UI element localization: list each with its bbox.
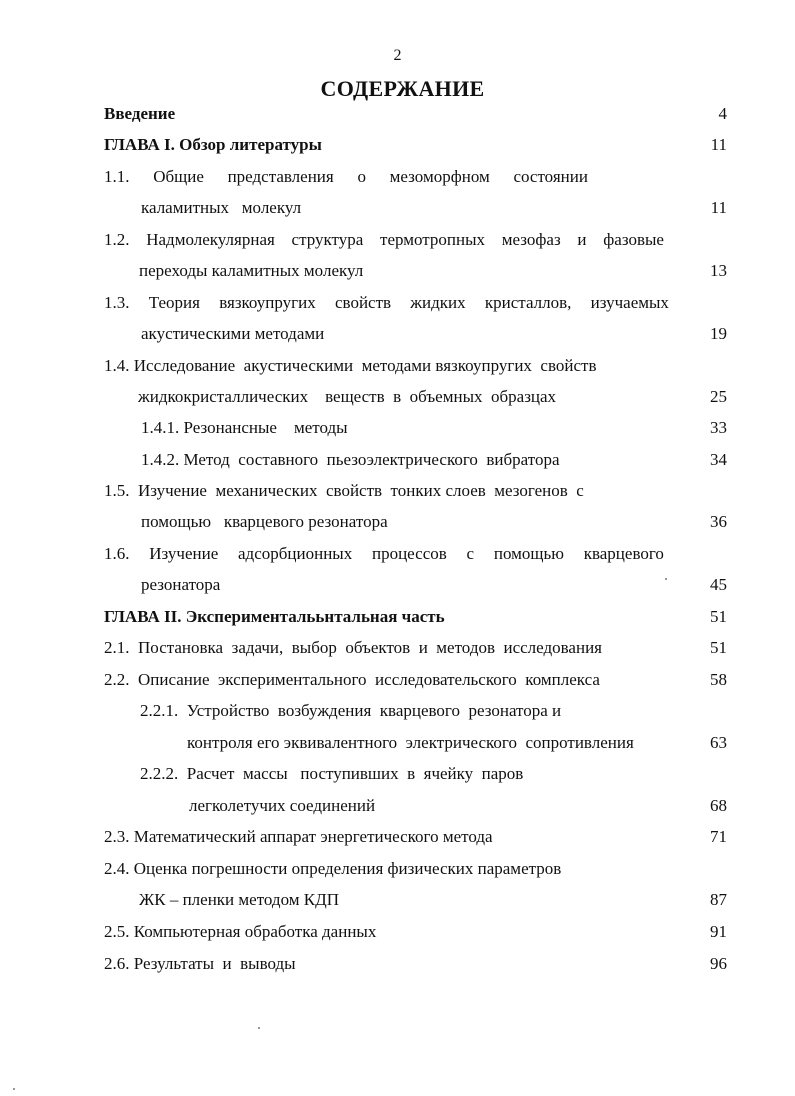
scan-speck xyxy=(13,1088,15,1090)
toc-entry-chapter-1: ГЛАВА I. Обзор литературы xyxy=(104,135,322,154)
toc-entry-1-5-line2: помощью кварцевого резонатора xyxy=(141,512,388,531)
toc-entry-1-1-line2: каламитных молекул xyxy=(141,198,302,217)
toc-page-1-6: 45 xyxy=(710,575,727,594)
page-number: 2 xyxy=(393,47,402,64)
toc-entry-1-6-line2: резонатора xyxy=(141,575,221,594)
toc-word: жидких xyxy=(410,293,466,312)
toc-page-2-3: 71 xyxy=(710,827,727,846)
toc-entry-2-2-2-line1: 2.2.2. Расчет массы поступивших в ячейку паров xyxy=(140,764,524,783)
toc-page-1-1: 11 xyxy=(710,198,727,217)
toc-word: свойств xyxy=(334,293,392,312)
toc-entry-1-4-line2: жидкокристаллических веществ в объемных образцах xyxy=(138,387,557,406)
toc-entry-1-6-line1 xyxy=(104,543,664,565)
toc-page-2-1: 51 xyxy=(710,638,727,657)
toc-page-2-2-1: 63 xyxy=(710,733,727,752)
toc-page-2-5: 91 xyxy=(710,922,727,941)
toc-word: 1.2. xyxy=(104,230,130,249)
toc-page-chapter-1: 11 xyxy=(710,135,727,154)
toc-entry-2-2-2-line2: легколетучих соединений xyxy=(189,796,376,815)
toc-word: 1.1. xyxy=(104,167,130,186)
toc-word: и xyxy=(577,230,587,249)
toc-entry-1-2-line1 xyxy=(104,229,664,251)
toc-word: адсорбционных xyxy=(238,544,353,563)
toc-word: Теория xyxy=(148,293,200,312)
toc-page-1-4-2: 34 xyxy=(710,450,727,469)
toc-word: мезоморфном xyxy=(389,167,490,186)
toc-word: с xyxy=(466,544,475,563)
scan-speck xyxy=(665,578,667,580)
toc-entry-2-3: 2.3. Математический аппарат энергетического метода xyxy=(104,827,493,846)
toc-entry-1-5-line1: 1.5. Изучение механических свойств тонких слоев мезогенов с xyxy=(104,481,584,500)
toc-word: структура xyxy=(291,230,364,249)
toc-entry-chapter-2: ГЛАВА II. Эксперименталььнтальная часть xyxy=(104,607,445,626)
page-title: СОДЕРЖАНИЕ xyxy=(320,76,485,101)
toc-entry-1-2-line2: переходы каламитных молекул xyxy=(139,261,364,280)
toc-entry-2-6: 2.6. Результаты и выводы xyxy=(104,954,296,973)
toc-word: о xyxy=(357,167,366,186)
toc-word: состоянии xyxy=(513,167,588,186)
toc-entry-1-3-line1 xyxy=(104,292,669,314)
toc-word: Изучение xyxy=(149,544,219,563)
toc-page-1-3: 19 xyxy=(710,324,727,343)
toc-page-2-6: 96 xyxy=(710,954,727,973)
toc-page-1-5: 36 xyxy=(710,512,727,531)
toc-entry-introduction: Введение xyxy=(104,104,176,123)
toc-word: 1.3. xyxy=(104,293,130,312)
toc-entry-2-1: 2.1. Постановка задачи, выбор объектов и методов исследования xyxy=(104,638,602,657)
toc-page-2-2-2: 68 xyxy=(710,796,727,815)
toc-page-introduction: 4 xyxy=(718,104,727,123)
toc-entry-1-4-line1: 1.4. Исследование акустическими методами вязкоупругих свойств xyxy=(104,356,597,375)
toc-word: 1.6. xyxy=(104,544,130,563)
toc-entry-1-4-1: 1.4.1. Резонансные методы xyxy=(141,418,348,437)
toc-page-1-2: 13 xyxy=(710,261,727,280)
toc-word: процессов xyxy=(371,544,447,563)
toc-word: фазовые xyxy=(603,230,664,249)
toc-entry-2-4-line2: ЖК – пленки методом КДП xyxy=(139,890,339,909)
toc-page-chapter-2: 51 xyxy=(710,607,727,626)
toc-entry-1-1-line1 xyxy=(104,166,588,188)
toc-word: мезофаз xyxy=(501,230,561,249)
toc-entry-2-5: 2.5. Компьютерная обработка данных xyxy=(104,922,377,941)
toc-word: кварцевого xyxy=(583,544,664,563)
toc-word: кристаллов, xyxy=(484,293,572,312)
toc-word: изучаемых xyxy=(590,293,669,312)
toc-word: представления xyxy=(227,167,334,186)
toc-page-1-4: 25 xyxy=(710,387,727,406)
toc-word: Надмолекулярная xyxy=(146,230,275,249)
toc-entry-1-4-2: 1.4.2. Метод составного пьезоэлектрического вибратора xyxy=(141,450,560,469)
toc-entry-2-2-1-line2: контроля его эквивалентного электрического сопротивления xyxy=(187,733,634,752)
toc-word: вязкоупругих xyxy=(219,293,316,312)
toc-page-2-4: 87 xyxy=(710,890,727,909)
toc-page-1-4-1: 33 xyxy=(710,418,727,437)
toc-word: помощью xyxy=(493,544,564,563)
toc-word: термотропных xyxy=(380,230,486,249)
toc-entry-2-4-line1: 2.4. Оценка погрешности определения физических параметров xyxy=(104,859,562,878)
toc-entry-1-3-line2: акустическими методами xyxy=(141,324,325,343)
toc-entry-2-2-1-line1: 2.2.1. Устройство возбуждения кварцевого резонатора и xyxy=(140,701,562,720)
toc-page-2-2: 58 xyxy=(710,670,727,689)
toc-word: Общие xyxy=(153,167,204,186)
scan-speck xyxy=(258,1027,260,1029)
toc-entry-2-2: 2.2. Описание экспериментального исследовательского комплекса xyxy=(104,670,600,689)
